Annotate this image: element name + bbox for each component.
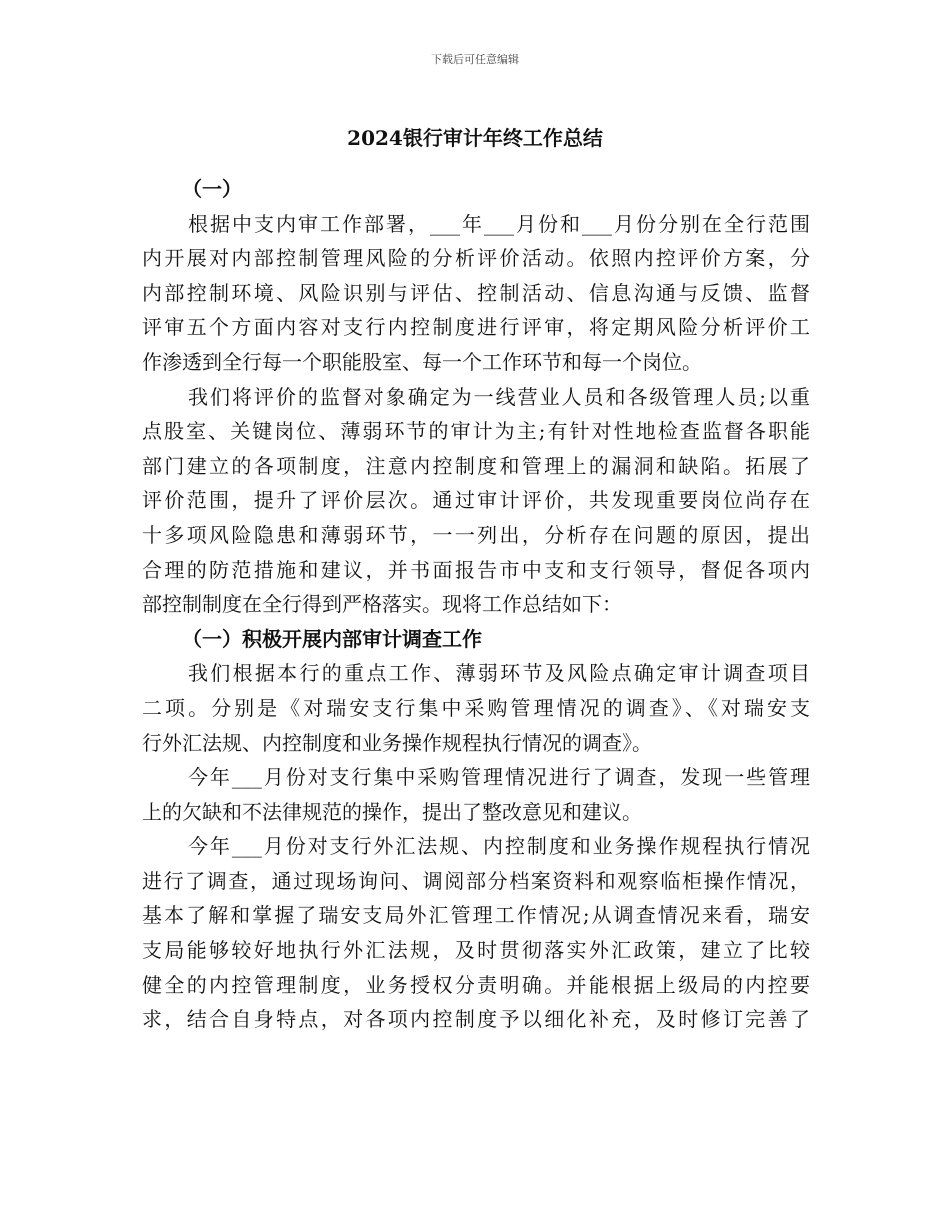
text-line: 部门建立的各项制度，注意内控制度和管理上的漏洞和缺陷。拓展了 <box>142 453 810 478</box>
text-line: 评价范围，提升了评价层次。通过审计评价，共发现重要岗位尚存在 <box>142 488 810 513</box>
text-line: 合理的防范措施和建议，并书面报告市中支和支行领导，督促各项内 <box>142 557 810 582</box>
text-line: 内开展对内部控制管理风险的分析评价活动。依照内控评价方案，分 <box>142 246 810 271</box>
page-header-note: 下载后可任意编辑 <box>431 53 519 66</box>
text-line: 二项。分别是《对瑞安支行集中采购管理情况的调查》、《对瑞安支 <box>142 695 810 720</box>
text-line: 基本了解和掌握了瑞安支局外汇管理工作情况;从调查情况来看，瑞安 <box>142 903 810 928</box>
text-line: 我们根据本行的重点工作、薄弱环节及风险点确定审计调查项目 <box>188 661 810 686</box>
text-line: 支局能够较好地执行外汇法规，及时贯彻落实外汇政策，建立了比较 <box>142 938 810 963</box>
text-line: 部控制制度在全行得到严格落实。现将工作总结如下： <box>142 592 622 617</box>
document-body <box>142 172 810 1037</box>
text-line: 根据中支内审工作部署，___年___月份和___月份分别在全行范围 <box>188 211 810 236</box>
text-line: 今年___月份对支行外汇法规、内控制度和业务操作规程执行情况 <box>188 834 810 859</box>
document-title: 2024银行审计年终工作总结 <box>347 126 603 150</box>
text-line: 评审五个方面内容对支行内控制度进行评审，将定期风险分析评价工 <box>142 315 810 340</box>
text-line: 我们将评价的监督对象确定为一线营业人员和各级管理人员;以重 <box>188 384 810 409</box>
text-line: 点股室、关键岗位、薄弱环节的审计为主;有针对性地检查监督各职能 <box>142 419 810 444</box>
text-line: （一） <box>182 177 242 201</box>
text-line: 健全的内控管理制度，业务授权分责明确。并能根据上级局的内控要 <box>142 972 810 997</box>
text-line: 上的欠缺和不法律规范的操作，提出了整改意见和建议。 <box>142 799 642 824</box>
text-line: 作渗透到全行每一个职能股室、每一个工作环节和每一个岗位。 <box>142 349 702 374</box>
text-line: 今年___月份对支行集中采购管理情况进行了调查，发现一些管理 <box>188 765 810 790</box>
text-line: 求，结合自身特点，对各项内控制度予以细化补充，及时修订完善了 <box>142 1007 810 1032</box>
text-line: 行外汇法规、内控制度和业务操作规程执行情况的调查》。 <box>142 730 652 755</box>
text-line: 内部控制环境、风险识别与评估、控制活动、信息沟通与反馈、监督 <box>142 280 810 305</box>
text-line: 进行了调查，通过现场询问、调阅部分档案资料和观察临柜操作情况， <box>142 868 810 893</box>
text-line: 十多项风险隐患和薄弱环节，一一列出，分析存在问题的原因，提出 <box>142 522 810 547</box>
text-line: （一）积极开展内部审计调查工作 <box>182 626 482 651</box>
